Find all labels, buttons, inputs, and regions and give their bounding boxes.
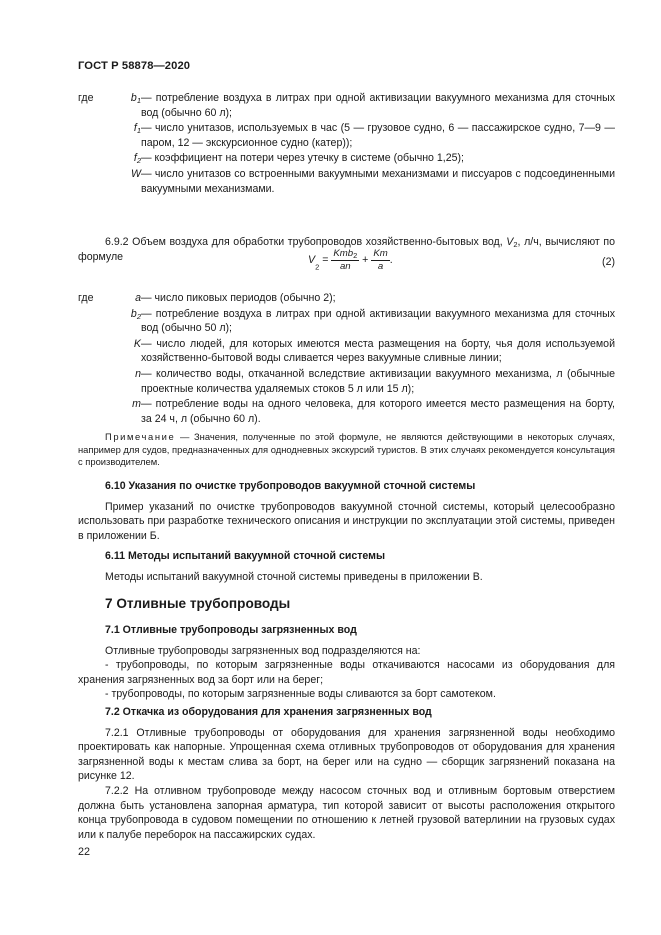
where-list-2 bbox=[78, 291, 615, 426]
definition: — число пиковых периодов (обычно 2); bbox=[141, 292, 336, 304]
definition: — потребление воздуха в литрах при одной активизации вакуумного механизма для сточных вод (обычно 50 л); bbox=[141, 307, 615, 335]
paragraph-7-2-1: 7.2.1 Отливные трубопроводы от оборудования для хранения загрязненной воды необходимо проектировать как напорные. Упрощенная схема отливных трубопроводов от оборудования для хранения загрязненной воды к местам слива за борт, на берег или на судно — сборщик загрязнений показана на рисунке 12. bbox=[78, 726, 615, 783]
fraction-2-denominator: a bbox=[377, 261, 384, 272]
where-lead: где bbox=[78, 292, 94, 304]
symbol-sub: 2 bbox=[136, 311, 141, 321]
symbol: b bbox=[130, 307, 137, 320]
note-label: Примечание bbox=[105, 431, 176, 442]
definition: — число унитазов со встроенными вакуумными механизмами и писсуаров с подсоединенными вакуумными механизмами. bbox=[141, 167, 615, 195]
symbol: b bbox=[130, 92, 137, 104]
section-title: 7.2 Откачка из оборудования для хранения загрязненных вод bbox=[105, 706, 432, 718]
fraction-1 bbox=[331, 248, 359, 273]
definition: — количество воды, откачанной вследствие активизации вакуумного механизма, л (обычные проектные количества удаляемых стоков 5 л или 15 л); bbox=[141, 367, 615, 395]
paragraph-text: 6.9.2 Объем воздуха для обработки трубопроводов хозяйственно-бытовых вод, bbox=[105, 236, 507, 248]
symbol: n bbox=[135, 367, 141, 380]
formula-end: . bbox=[389, 254, 393, 267]
section-title: 7.1 Отливные трубопроводы загрязненных вод bbox=[105, 624, 357, 636]
formula-plus: + bbox=[359, 254, 372, 267]
fraction-2-numerator: Km bbox=[373, 248, 388, 259]
formula-lhs-sub: 2 bbox=[315, 262, 320, 272]
note-block bbox=[78, 431, 615, 469]
symbol: V bbox=[506, 236, 514, 248]
symbol: a bbox=[135, 292, 141, 304]
definition: — потребление воды на одного человека, для которого имеется место размещения на борту, за 24 ч, л (обычно 60 л). bbox=[141, 398, 615, 425]
document-code-header: ГОСТ Р 58878—2020 bbox=[78, 60, 191, 72]
formula-2 bbox=[78, 248, 615, 278]
where-1-item-W bbox=[78, 167, 615, 196]
where-2-item-K bbox=[78, 337, 615, 366]
symbol: K bbox=[133, 337, 141, 350]
section-7-1 bbox=[78, 623, 615, 702]
note-text: — Значения, полученные по этой формуле, не являются действующими в некоторых случаях, например для судов, предназначенных для однодневных экскурсий туристов. В этих случаях рекомендуется консультация с производителем. bbox=[78, 431, 615, 468]
paragraph-text: , л/ч, вычисляют по формуле bbox=[78, 236, 615, 263]
formula-expression bbox=[308, 248, 393, 273]
where-1-item-f1 bbox=[78, 121, 615, 150]
fraction-2 bbox=[371, 248, 389, 273]
section-title: 6.10 Указания по очистке трубопроводов вакуумной сточной системы bbox=[105, 480, 476, 492]
list-item: - трубопроводы, по которым загрязненные воды сливаются за борт самотеком. bbox=[105, 688, 496, 701]
formula-number: (2) bbox=[602, 256, 615, 268]
list-item: - трубопроводы, по которым загрязненные воды откачиваются насосами из оборудования для хранения загрязненных вод за борт или на берег; bbox=[78, 659, 615, 686]
section-6-10 bbox=[78, 479, 615, 543]
section-6-11 bbox=[78, 549, 615, 584]
section-7 bbox=[78, 597, 615, 612]
where-2-item-a bbox=[78, 291, 615, 306]
where-1-item-f2 bbox=[78, 151, 615, 166]
symbol: W bbox=[131, 167, 141, 180]
where-list-1 bbox=[78, 91, 615, 196]
symbol-sub: 1 bbox=[136, 126, 141, 136]
formula-lhs: V bbox=[308, 254, 316, 267]
where-2-item-m bbox=[78, 397, 615, 426]
symbol-sub: 1 bbox=[136, 96, 141, 105]
section-7-2 bbox=[78, 705, 615, 842]
fraction-1-numerator: Kmb bbox=[333, 248, 354, 259]
where-2-item-b2 bbox=[78, 307, 615, 336]
definition: — число унитазов, используемых в час (5 — грузовое судно, 6 — пассажирское судно, 7—9 — паром, 12 — экскурсионное судно (катер)); bbox=[141, 122, 615, 149]
symbol-sub: 2 bbox=[513, 240, 518, 249]
formula-equals: = bbox=[319, 254, 332, 267]
section-text: Пример указаний по очистке трубопроводов вакуумной сточной системы, который целесообразно использовать при разработке технического описания и инструкции по эксплуатации этой системы, приведен в приложении Б. bbox=[78, 500, 615, 542]
symbol-sub: 2 bbox=[136, 156, 141, 166]
chapter-title: 7 Отливные трубопроводы bbox=[105, 596, 291, 611]
where-2-item-n bbox=[78, 367, 615, 396]
definition: — потребление воздуха в литрах при одной активизации вакуумного механизма для сточных вод (обычно 60 л); bbox=[141, 92, 615, 119]
fraction-1-numerator-sub: 2 bbox=[353, 251, 358, 260]
where-lead: где bbox=[78, 92, 94, 104]
definition: — число людей, для которых имеются места размещения на борту, чья доля используемой хозяйственно-бытовой воды сливается через вакуумные сливные линии; bbox=[141, 337, 615, 365]
page-number: 22 bbox=[78, 846, 91, 858]
definition: — коэффициент на потери через утечку в системе (обычно 1,25); bbox=[141, 152, 464, 165]
section-title: 6.11 Методы испытаний вакуумной сточной системы bbox=[105, 550, 386, 562]
paragraph-7-2-2: 7.2.2 На отливном трубопроводе между насосом сточных вод и отливным бортовым отверстием должна быть установлена запорная арматура, тип которой зависит от высоты расположения открытого конца трубопровода в судовом помещении по отношению к летней грузовой ватерлинии на грузовых судах или к палубе переборок на пассажирских судах. bbox=[78, 784, 615, 841]
section-text: Методы испытаний вакуумной сточной системы приведены в приложении В. bbox=[105, 570, 483, 583]
fraction-1-denominator: an bbox=[339, 261, 351, 272]
symbol: f bbox=[133, 152, 137, 165]
section-intro: Отливные трубопроводы загрязненных вод подразделяются на: bbox=[105, 644, 421, 657]
symbol: m bbox=[132, 398, 141, 411]
symbol: f bbox=[133, 122, 137, 135]
where-1-item-b1 bbox=[78, 91, 615, 120]
